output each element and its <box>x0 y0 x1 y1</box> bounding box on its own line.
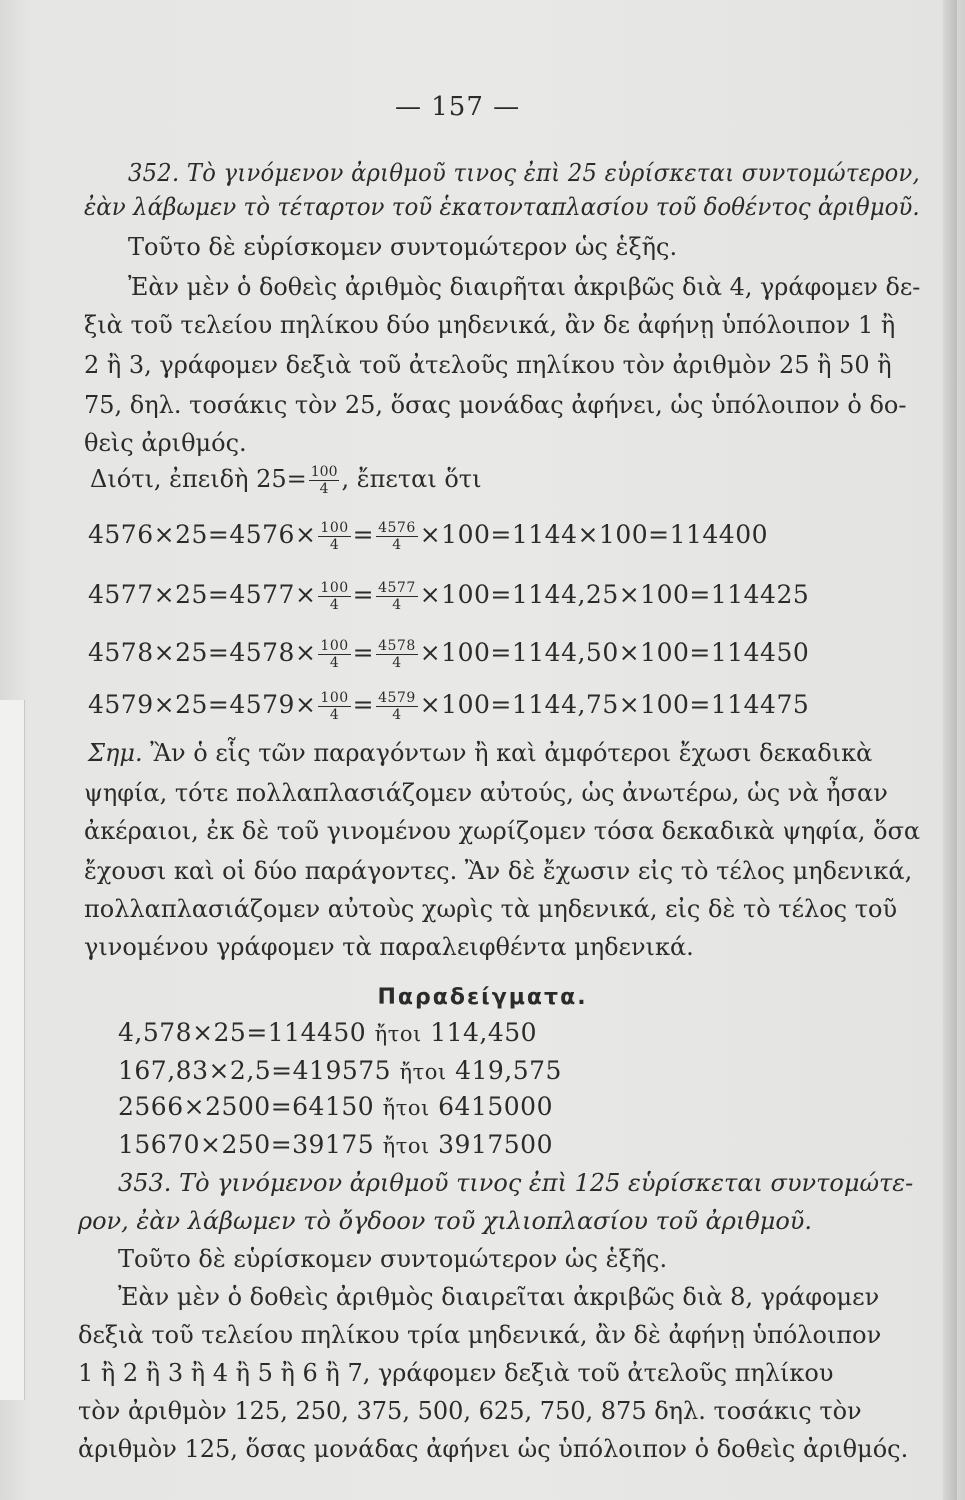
eq-frac-den: 4 <box>329 537 340 553</box>
note-line-5: πολλαπλασιάζομεν αὐτοὺς χωρὶς τὰ μηδενικά, εἰς δὲ τὸ τέλος τοῦ <box>84 895 898 923</box>
note-line-6: γινομένου γράφομεν τὰ παραλειφθέντα μηδενικά. <box>84 933 694 961</box>
since-suffix: , ἔπεται ὅτι <box>341 465 482 493</box>
eq-frac-den: 4 <box>392 707 402 723</box>
eq-frac-den: 4 <box>392 597 402 613</box>
eq-frac-num: 100 <box>320 690 349 706</box>
eq-fraction <box>376 690 418 723</box>
example-word: ἤτοι <box>382 1096 430 1120</box>
eq-frac-den: 4 <box>392 537 402 553</box>
eq-frac-num: 100 <box>320 520 349 536</box>
since-frac-num: 100 <box>310 464 338 480</box>
eq-fraction <box>318 580 350 613</box>
note-line-4: ἔχουσι καὶ οἱ δύο παράγοντες. Ἂν δὲ ἔχωσιν εἰς τὸ τέλος μηδενικά, <box>84 857 913 885</box>
since-frac-den: 4 <box>319 481 329 497</box>
example-result: 419,575 <box>455 1056 562 1085</box>
eq-left: 4576×25=4576× <box>88 520 317 549</box>
example-row <box>118 1018 537 1049</box>
example-row <box>118 1130 553 1161</box>
example-word: ἤτοι <box>399 1060 447 1084</box>
note-label: Σημ. <box>88 739 143 767</box>
example-expr: 2566×2500=64150 <box>118 1092 375 1121</box>
equation-row <box>88 638 809 671</box>
example-row <box>118 1056 562 1087</box>
note-text: Ἂν ὁ εἷς τῶν παραγόντων ἢ καὶ ἀμφότεροι ἔχωσι δεκαδικὰ <box>142 739 873 767</box>
s353-line-8: ἀριθμὸν 125, ὅσας μονάδας ἀφήνει ὡς ὑπόλοιπον ὁ δοθεὶς ἀριθμός. <box>78 1435 909 1463</box>
eq-fraction <box>318 638 350 671</box>
eq-frac-den: 4 <box>329 655 340 671</box>
eq-frac-den: 4 <box>329 707 340 723</box>
example-row <box>118 1092 553 1123</box>
eq-equals: = <box>352 690 375 719</box>
s352-line-1: 352. Τὸ γινόμενον ἀριθμοῦ τινος ἐπὶ 25 εὑρίσκεται συντομώτερον, <box>128 159 920 187</box>
eq-left: 4579×25=4579× <box>88 690 317 719</box>
example-result: 114,450 <box>430 1018 538 1047</box>
s352-line-4: Ἐὰν μὲν ὁ δοθεὶς ἀριθμὸς διαιρῆται ἀκριβῶς διὰ 4, γράφομεν δε- <box>128 273 921 301</box>
s352-line-8: θεὶς ἀριθμός. <box>84 429 247 457</box>
equation-row <box>88 690 809 723</box>
since-fraction <box>309 464 340 497</box>
eq-frac-num: 4576 <box>378 520 416 536</box>
eq-right: ×100=1144,50×100=114450 <box>419 638 810 667</box>
example-word: ἤτοι <box>382 1134 430 1158</box>
eq-equals: = <box>352 580 375 609</box>
s352-line-3: Τοῦτο δὲ εὑρίσκομεν συντομώτερον ὡς ἑξῆς. <box>128 233 678 261</box>
s353-line-5: δεξιὰ τοῦ τελείου πηλίκου τρία μηδενικά, ἂν δὲ ἀφήνῃ ὑπόλοιπον <box>78 1321 882 1349</box>
page-number: — 157 — <box>395 92 521 122</box>
example-expr: 4,578×25=114450 <box>118 1018 367 1047</box>
example-expr: 15670×250=39175 <box>118 1130 375 1159</box>
since-prefix: Διότι, ἐπειδὴ 25= <box>90 465 307 493</box>
example-result: 3917500 <box>438 1130 553 1159</box>
s353-line-3: Τοῦτο δὲ εὑρίσκομεν συντομώτερον ὡς ἑξῆς. <box>118 1245 668 1273</box>
s353-line-1: 353. Τὸ γινόμενον ἀριθμοῦ τινος ἐπὶ 125 εὑρίσκεται συντομώτε- <box>118 1169 914 1197</box>
eq-fraction <box>318 690 350 723</box>
since-line <box>90 464 482 497</box>
s352-line-2: ἐὰν λάβωμεν τὸ τέταρτον τοῦ ἑκατονταπλασίου τοῦ δοθέντος ἀριθμοῦ. <box>84 193 920 221</box>
eq-fraction <box>376 580 418 613</box>
margin-strip <box>0 700 25 1400</box>
equation-row <box>88 520 768 553</box>
eq-left: 4577×25=4577× <box>88 580 317 609</box>
eq-right: ×100=1144,75×100=114475 <box>419 690 810 719</box>
s352-line-5: ξιὰ τοῦ τελείου πηλίκου δύο μηδενικά, ἂν δε ἀφήνῃ ὑπόλοιπον 1 ἢ <box>84 311 896 339</box>
eq-right: ×100=1144×100=114400 <box>419 520 769 549</box>
example-result: 6415000 <box>438 1092 553 1121</box>
eq-frac-num: 100 <box>320 580 349 596</box>
eq-fraction <box>376 638 418 671</box>
eq-frac-num: 4577 <box>378 580 416 596</box>
s353-line-2: ρον, ἐὰν λάβωμεν τὸ ὄγδοον τοῦ χιλιοπλασίου τοῦ ἀριθμοῦ. <box>78 1207 812 1235</box>
s352-line-7: 75, δηλ. τοσάκις τὸν 25, ὅσας μονάδας ἀφήνει, ὡς ὑπόλοιπον ὁ δο- <box>84 391 907 419</box>
page-edge-shadow <box>943 0 957 1500</box>
eq-frac-den: 4 <box>392 655 402 671</box>
note-line-3: ἀκέραιοι, ἐκ δὲ τοῦ γινομένου χωρίζομεν τόσα δεκαδικὰ ψηφία, ὅσα <box>84 817 921 845</box>
s353-line-4: Ἐὰν μὲν ὁ δοθεὶς ἀριθμὸς διαιρεῖται ἀκριβῶς διὰ 8, γράφομεν <box>118 1283 880 1311</box>
equation-row <box>88 580 809 613</box>
eq-equals: = <box>352 638 375 667</box>
eq-frac-num: 4579 <box>378 690 416 706</box>
eq-frac-num: 4578 <box>378 638 416 654</box>
example-word: ἤτοι <box>374 1022 422 1046</box>
eq-frac-den: 4 <box>329 597 340 613</box>
note-line-2: ψηφία, τότε πολλαπλασιάζομεν αὐτούς, ὡς ἀνωτέρω, ὡς νὰ ἦσαν <box>84 779 888 807</box>
eq-right: ×100=1144,25×100=114425 <box>419 580 810 609</box>
eq-equals: = <box>352 520 375 549</box>
eq-frac-num: 100 <box>320 638 349 654</box>
s352-line-6: 2 ἢ 3, γράφομεν δεξιὰ τοῦ ἀτελοῦς πηλίκου τὸν ἀριθμὸν 25 ἢ 50 ἢ <box>84 351 892 379</box>
s353-line-6: 1 ἢ 2 ἢ 3 ἢ 4 ἢ 5 ἢ 6 ἢ 7, γράφομεν δεξιὰ τοῦ ἀτελοῦς πηλίκου <box>78 1359 834 1387</box>
s353-line-7: τὸν ἀριθμὸν 125, 250, 375, 500, 625, 750, 875 δηλ. τοσάκις τὸν <box>78 1397 862 1425</box>
example-expr: 167,83×2,5=419575 <box>118 1056 392 1085</box>
eq-fraction <box>376 520 418 553</box>
examples-heading: Παραδείγματα. <box>377 985 588 1010</box>
eq-left: 4578×25=4578× <box>88 638 317 667</box>
note-line-1 <box>88 738 872 768</box>
eq-fraction <box>318 520 350 553</box>
